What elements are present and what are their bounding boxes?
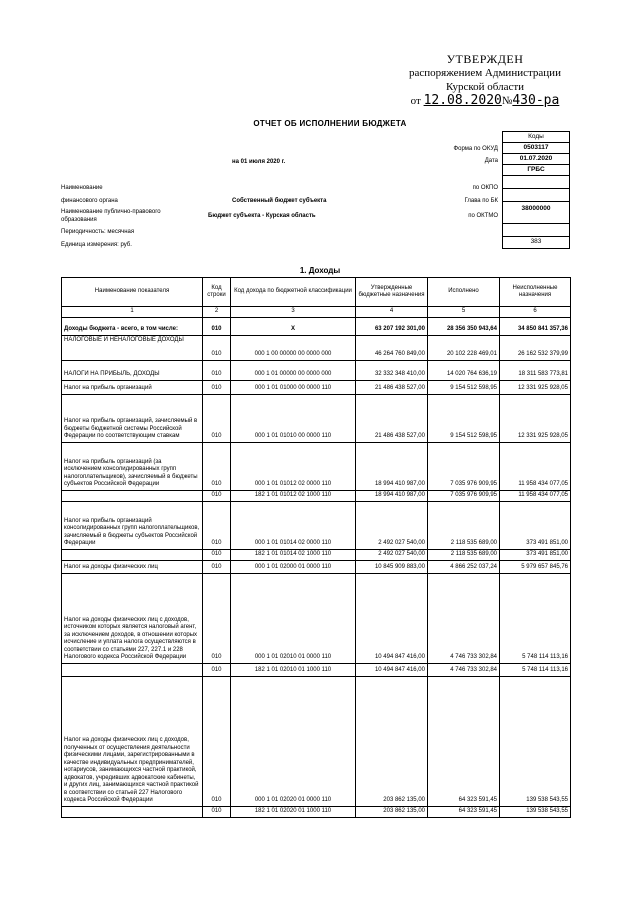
row-executed: 7 035 976 909,95: [428, 490, 500, 501]
row-name: Налог на прибыль организаций, зачисляемый в бюджеты бюджетной системы Российской Федерации по соответствующим ставкам: [62, 394, 203, 442]
row-approved: 10 494 847 416,00: [356, 663, 428, 676]
row-line-code: 010: [203, 360, 231, 380]
row-name: Доходы бюджета - всего, в том числе:: [62, 317, 203, 335]
row-line-code: 010: [203, 549, 231, 560]
row-approved: 21 486 438 527,00: [356, 394, 428, 442]
row-name: Налог на прибыль организаций: [62, 380, 203, 394]
row-executed: 9 154 512 598,95: [428, 394, 500, 442]
column-header: Неисполненные назначения: [500, 278, 571, 307]
okpo-code: [503, 176, 569, 189]
row-remaining: 373 491 851,00: [500, 549, 571, 560]
document-title: ОТЧЕТ ОБ ИСПОЛНЕНИИ БЮДЖЕТА: [253, 119, 407, 128]
row-income-code: 000 1 01 02010 01 0000 110: [231, 573, 356, 663]
row-income-code: 182 1 01 01014 02 1000 110: [231, 549, 356, 560]
row-executed: 64 323 591,45: [428, 806, 500, 817]
row-line-code: 010: [203, 490, 231, 501]
table-row: [62, 335, 571, 360]
row-name: [62, 806, 203, 817]
row-line-code: 010: [203, 317, 231, 335]
row-remaining: 373 491 851,00: [500, 501, 571, 549]
row-line-code: 010: [203, 676, 231, 806]
approval-line-2: распоряжением Администрации: [409, 67, 561, 79]
row-line-code: 010: [203, 501, 231, 549]
column-number: 3: [231, 307, 356, 318]
row-executed: 4 866 252 037,24: [428, 560, 500, 573]
row-executed: 2 118 535 689,00: [428, 549, 500, 560]
row-income-code: 000 1 00 00000 00 0000 000: [231, 335, 356, 360]
row-approved: 18 994 410 987,00: [356, 442, 428, 490]
column-number: 2: [203, 307, 231, 318]
column-number: 1: [62, 307, 203, 318]
row-line-code: 010: [203, 335, 231, 360]
table-row: [62, 573, 571, 663]
row-executed: 9 154 512 598,95: [428, 380, 500, 394]
row-approved: 18 994 410 987,00: [356, 490, 428, 501]
row-approved: 203 862 135,00: [356, 676, 428, 806]
row-executed: 2 118 535 689,00: [428, 501, 500, 549]
grbs-code: ГРБС: [503, 165, 569, 176]
table-row: [62, 806, 571, 817]
row-approved: 2 492 027 540,00: [356, 501, 428, 549]
table-row: [62, 676, 571, 806]
row-name: [62, 663, 203, 676]
row-executed: 20 102 228 469,01: [428, 335, 500, 360]
date-label: Дата: [484, 158, 498, 164]
row-approved: 2 492 027 540,00: [356, 549, 428, 560]
row-income-code: 000 1 01 01000 00 0000 110: [231, 380, 356, 394]
glava-code: [503, 189, 569, 202]
row-approved: 203 862 135,00: [356, 806, 428, 817]
column-number: 6: [500, 307, 571, 318]
row-executed: 64 323 591,45: [428, 676, 500, 806]
financial-body-name: Собственный бюджет субъекта: [232, 198, 327, 204]
row-line-code: 010: [203, 560, 231, 573]
row-name: Налог на доходы физических лиц с доходов, источником которых является налоговый агент, за исключением доходов, в отношении которых исчисление и уплата налога осуществляются в соответствии со статьями 227, 227.1 и 228 Налогового кодекса Российской Федерации: [62, 573, 203, 663]
approval-date: 12.08.2020: [423, 93, 502, 108]
row-line-code: 010: [203, 806, 231, 817]
oktmo-code: 38000000: [503, 202, 569, 224]
glava-label: Глава по БК: [464, 198, 498, 204]
approval-number: 430-ра: [512, 93, 560, 108]
approval-title: УТВЕРЖДЕН: [446, 52, 524, 66]
row-remaining: 5 979 657 845,76: [500, 560, 571, 573]
column-header: Код строки: [203, 278, 231, 307]
row-line-code: 010: [203, 442, 231, 490]
budget-name: Бюджет субъекта - Курская область: [208, 213, 316, 219]
report-date-code: 01.07.2020: [503, 154, 569, 165]
row-name: НАЛОГИ НА ПРИБЫЛЬ, ДОХОДЫ: [62, 360, 203, 380]
periodicity: Периодичность: месячная: [61, 229, 135, 235]
column-number: 4: [356, 307, 428, 318]
row-remaining: 139 538 543,55: [500, 676, 571, 806]
table-header-row: [62, 278, 571, 307]
column-number-row: [62, 307, 571, 318]
codes-blank-row: [503, 224, 569, 237]
row-remaining: 18 311 583 773,81: [500, 360, 571, 380]
table-row: [62, 501, 571, 549]
okud-label: Форма по ОКУД: [453, 146, 498, 152]
table-row: [62, 490, 571, 501]
row-income-code: 000 1 01 00000 00 0000 000: [231, 360, 356, 380]
row-approved: 46 264 760 849,00: [356, 335, 428, 360]
row-name: Налог на прибыль организаций (за исключением консолидированных групп налогоплательщиков), зачисляемый в бюджеты субъектов Российской Федерации: [62, 442, 203, 490]
row-approved: 10 494 847 416,00: [356, 573, 428, 663]
table-row: [62, 394, 571, 442]
section-title: 1. Доходы: [299, 266, 341, 275]
row-approved: 21 486 438 527,00: [356, 380, 428, 394]
okud-code: 0503117: [503, 143, 569, 154]
approval-line-3: Курской области: [445, 81, 525, 93]
row-remaining: 5 748 114 113,16: [500, 663, 571, 676]
row-name: [62, 490, 203, 501]
row-income-code: 000 1 01 01014 02 0000 110: [231, 501, 356, 549]
row-remaining: 11 958 434 077,05: [500, 442, 571, 490]
row-income-code: 000 1 01 01010 00 0000 110: [231, 394, 356, 442]
row-remaining: 11 958 434 077,05: [500, 490, 571, 501]
row-name: [62, 549, 203, 560]
table-row: [62, 360, 571, 380]
row-approved: 63 207 192 301,00: [356, 317, 428, 335]
row-income-code: 000 1 01 01012 02 0000 110: [231, 442, 356, 490]
row-name: Налог на доходы физических лиц: [62, 560, 203, 573]
row-income-code: 182 1 01 01012 02 1000 110: [231, 490, 356, 501]
column-header: Утвержденные бюджетные назначения: [356, 278, 428, 307]
row-income-code: 182 1 01 02020 01 1000 110: [231, 806, 356, 817]
name-label-1: Наименование: [61, 185, 103, 191]
unit-code: 383: [530, 238, 542, 245]
row-line-code: 010: [203, 573, 231, 663]
report-date: на 01 июля 2020 г.: [232, 159, 286, 165]
column-header: Код дохода по бюджетной классификации: [231, 278, 356, 307]
row-name: НАЛОГОВЫЕ И НЕНАЛОГОВЫЕ ДОХОДЫ: [62, 335, 203, 360]
approval-date-line: от 12.08.2020№430-ра: [410, 93, 560, 108]
row-executed: 28 356 350 943,64: [428, 317, 500, 335]
row-remaining: 12 331 925 928,05: [500, 380, 571, 394]
codes-box: [502, 131, 570, 249]
oktmo-label: по ОКТМО: [468, 213, 498, 219]
approval-block: [400, 52, 570, 108]
okpo-label: по ОКПО: [472, 185, 498, 191]
row-line-code: 010: [203, 663, 231, 676]
codes-header: Коды: [503, 132, 569, 143]
table-row: [62, 560, 571, 573]
row-approved: 10 845 909 883,00: [356, 560, 428, 573]
row-executed: 4 746 733 302,84: [428, 573, 500, 663]
row-executed: 7 035 976 909,95: [428, 442, 500, 490]
row-executed: 4 746 733 302,84: [428, 663, 500, 676]
budget-label-2: образования: [61, 217, 97, 223]
row-income-code: 182 1 01 02010 01 1000 110: [231, 663, 356, 676]
table-row: [62, 663, 571, 676]
table-row: [62, 442, 571, 490]
column-number: 5: [428, 307, 500, 318]
row-remaining: 12 331 925 928,05: [500, 394, 571, 442]
row-income-code: 000 1 01 02020 01 0000 110: [231, 676, 356, 806]
row-approved: 32 332 348 410,00: [356, 360, 428, 380]
income-table: [61, 277, 571, 818]
row-remaining: 139 538 543,55: [500, 806, 571, 817]
row-line-code: 010: [203, 394, 231, 442]
budget-label-1: Наименование публично-правового: [61, 209, 161, 215]
row-name: Налог на доходы физических лиц с доходов, полученных от осуществления деятельности физическими лицами, зарегистрированными в качестве индивидуальных предпринимателей, нотариусов, занимающихся частной практикой, адвокатов, учредивших адвокатские кабинеты, и других лиц, занимающихся частной практикой в соответствии со статьей 227 Налогового кодекса Российской Федерации: [62, 676, 203, 806]
row-remaining: 5 748 114 113,16: [500, 573, 571, 663]
row-remaining: 26 162 532 379,99: [500, 335, 571, 360]
unit-label: Единица измерения: руб.: [61, 242, 132, 248]
name-label-2: финансового органа: [61, 198, 118, 204]
column-header: Исполнено: [428, 278, 500, 307]
table-row: [62, 380, 571, 394]
row-line-code: 010: [203, 380, 231, 394]
row-income-code: 000 1 01 02000 01 0000 110: [231, 560, 356, 573]
row-name: Налог на прибыль организаций консолидированных групп налогоплательщиков, зачисляемый в бюджеты субъектов Российской Федерации: [62, 501, 203, 549]
table-row: [62, 317, 571, 335]
column-header: Наименование показателя: [62, 278, 203, 307]
row-income-code: X: [231, 317, 356, 335]
row-remaining: 34 850 841 357,36: [500, 317, 571, 335]
table-row: [62, 549, 571, 560]
row-executed: 14 020 764 636,19: [428, 360, 500, 380]
